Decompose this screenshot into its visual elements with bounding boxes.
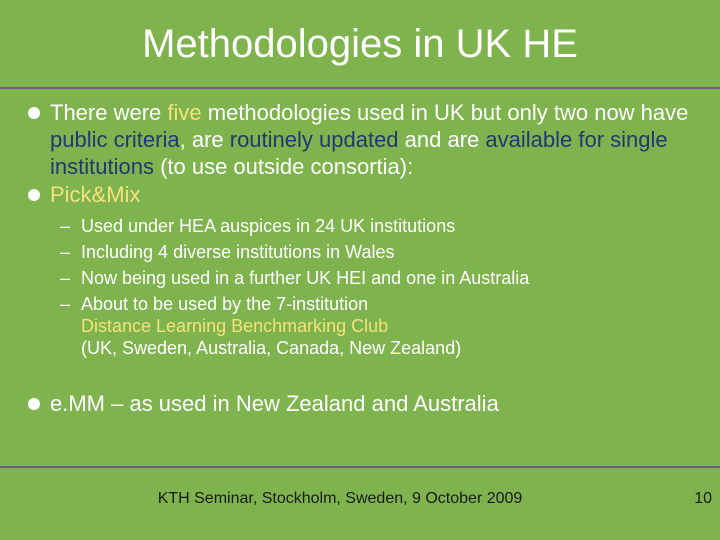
bullet-dot-icon — [28, 107, 40, 119]
subbullet-item — [60, 241, 680, 263]
subbullet-text: Including 4 diverse institutions in Wales — [81, 242, 395, 262]
slide-title: Methodologies in UK HE — [142, 22, 578, 66]
subbullet-line: About to be used by the 7-institution — [81, 294, 369, 314]
text-run: methodologies used in UK but only two now have — [201, 100, 689, 125]
subbullet-item — [60, 215, 680, 237]
subbullet-item — [60, 267, 680, 289]
bullet-text: e.MM – as used in New Zealand and Australia — [50, 391, 499, 416]
bullet-item-pickmix — [28, 181, 708, 208]
bullet-item-emm — [28, 390, 708, 417]
emphasis-text: routinely updated — [229, 127, 399, 152]
title-divider — [0, 87, 720, 89]
text-run: and are — [398, 127, 486, 152]
subbullet-line: (UK, Sweden, Australia, Canada, New Zealand) — [81, 338, 462, 358]
dash-icon: – — [60, 294, 71, 314]
footer-divider — [0, 466, 720, 468]
text-run: , are — [179, 127, 230, 152]
bullet-dot-icon — [28, 398, 40, 410]
page-number: 10 — [694, 490, 712, 507]
dash-icon: – — [60, 216, 71, 236]
emphasis-text: available for single institutions — [50, 127, 668, 179]
footer-text: KTH Seminar, Stockholm, Sweden, 9 October 2009 — [157, 490, 523, 507]
subbullet-text: Now being used in a further UK HEI and one in Australia — [81, 268, 530, 288]
bullet-text — [50, 99, 708, 180]
subbullet-text: Used under HEA auspices in 24 UK institutions — [81, 216, 456, 236]
subbullet-text — [81, 293, 680, 359]
club-name: Distance Learning Benchmarking Club — [81, 316, 389, 336]
emphasis-text: public criteria — [50, 127, 180, 152]
bullet-item-methodologies — [28, 99, 708, 180]
bullet-dot-icon — [28, 189, 40, 201]
dash-icon: – — [60, 242, 71, 262]
highlight-text: five — [167, 100, 202, 125]
dash-icon: – — [60, 268, 71, 288]
subbullet-item — [60, 293, 680, 359]
bullet-text: Pick&Mix — [50, 182, 141, 207]
text-run: (to use outside consortia): — [153, 154, 414, 179]
text-run: There were — [50, 100, 168, 125]
